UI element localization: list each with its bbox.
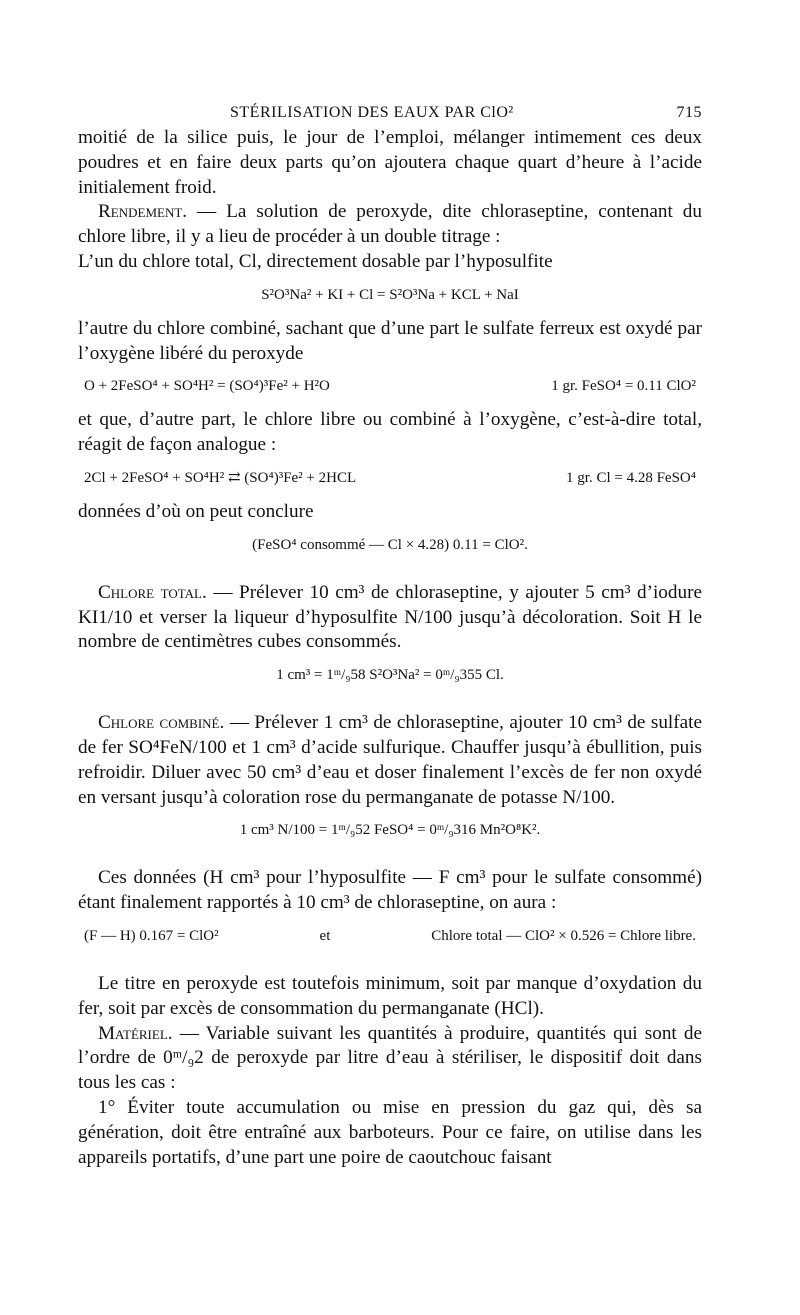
formula-chlore-fer-ratio: 1 gr. Cl = 4.28 FeSO⁴ [566,469,696,486]
section-heading-materiel: Matériel. [98,1022,173,1044]
formula-conjunction: et [319,927,331,944]
paragraph-donnees: Ces données (H cm³ pour l’hyposulfite — F cm³ pour le sulfate consommé) étant finalement rapportés à 10 cm³ de chloraseptine, on aura : [78,867,702,914]
paragraph-chlore-total [78,581,702,655]
spacer [78,958,702,972]
formula-chlore-fer-equation: 2Cl + 2FeSO⁴ + SO⁴H² ⇄ (SO⁴)³Fe² + 2HCL [84,469,357,486]
paragraph-silice: moitié de la silice puis, le jour de l’emploi, mélanger intimement ces deux poudres et en faire deux parts qu’on ajoutera chaque quart d’heure à l’acide initialement froid. [78,127,702,198]
paragraph-chlore-total-intro: L’un du chlore total, Cl, directement dosable par l’hyposulfite [78,250,553,272]
section-heading-rendement: Rendement. [98,201,188,223]
paragraph-materiel-text: — Variable suivant les quantités à produire, quantités qui sont de l’ordre de 0ᵐ/₉2 de peroxyde par litre d’eau à stériliser, le dispositif doit dans tous les cas : [78,1022,702,1094]
paragraph-chlore-combine-text: — Prélever 1 cm³ de chloraseptine, ajouter 10 cm³ de sulfate de fer SO⁴FeN/100 et 1 cm³ d’acide sulfurique. Chauffer jusqu’à ébullition, puis refroidir. Diluer avec 50 cm³ d’eau et doser finalement l’excès de fer non oxydé en versant jusqu’à coloration rose du permanganate de potasse N/100. [78,712,702,808]
formula-chlore-fer [78,468,702,488]
page-number: 715 [676,104,702,121]
formula-calcul-final [78,926,702,946]
formula-conclusion: (FeSO⁴ consommé — Cl × 4.28) 0.11 = ClO². [252,536,528,553]
spacer [78,697,702,711]
formula-clo2: (F — H) 0.167 = ClO² [84,927,219,944]
paragraph-chlore-analogue: et que, d’autre part, le chlore libre ou combiné à l’oxygène, c’est-à-dire total, réagit de façon analogue : [78,409,702,456]
formula-equivalence-hyposulfite: 1 cm³ = 1ᵐ/₉58 S²O³Na² = 0ᵐ/₉355 Cl. [276,667,504,684]
spacer [78,852,702,866]
formula-sulfate-ferreux-ratio: 1 gr. FeSO⁴ = 0.11 ClO² [551,378,696,395]
paragraph-conclure: données d’où on peut conclure [78,500,314,522]
formula-chlore-libre: Chlore total — ClO² × 0.526 = Chlore libre. [431,927,696,944]
paragraph-chlore-total-text: — Prélever 10 cm³ de chloraseptine, y ajouter 5 cm³ d’iodure KI1/10 et verser la liqueur d’hyposulfite N/100 jusqu’à décoloration. Soit H le nombre de centimètres cubes consommés. [78,581,702,653]
page-header [78,104,702,126]
section-heading-chlore-total: Chlore total. [98,581,207,603]
paragraph-point-1: 1° Éviter toute accumulation ou mise en pression du gaz qui, dès sa génération, doit être entraîné aux barboteurs. Pour ce faire, on utilise dans les appareils portatifs, d’une part une poire de caoutchouc faisant [78,1096,702,1168]
paragraph-chlore-combine [78,711,702,810]
running-title: STÉRILISATION DES EAUX PAR ClO² [230,104,514,121]
formula-sulfate-ferreux-equation: O + 2FeSO⁴ + SO⁴H² = (SO⁴)³Fe² + H²O [84,378,330,395]
section-heading-chlore-combine: Chlore combiné. [98,712,225,734]
paragraph-materiel [78,1022,702,1096]
paragraph-chlore-combine-intro: l’autre du chlore combiné, sachant que d’une part le sulfate ferreux est oxydé par l’oxygène libéré du peroxyde [78,317,702,364]
spacer [78,567,702,581]
formula-equivalence-permanganate: 1 cm³ N/100 = 1ᵐ/₉52 FeSO⁴ = 0ᵐ/₉316 Mn²O⁸K². [239,822,541,839]
paragraph-titre-peroxyde: Le titre en peroxyde est toutefois minimum, soit par manque d’oxydation du fer, soit par excès de consommation du permanganate (HCl). [78,972,702,1019]
formula-hyposulfite: S²O³Na² + KI + Cl = S²O³Na + KCL + NaI [261,286,519,303]
book-page [78,104,702,1170]
paragraph-rendement-text: — La solution de peroxyde, dite chloraseptine, contenant du chlore libre, il y a lieu de procéder à un double titrage : [78,201,702,248]
formula-sulfate-ferreux [78,376,702,396]
paragraph-rendement [78,200,702,250]
